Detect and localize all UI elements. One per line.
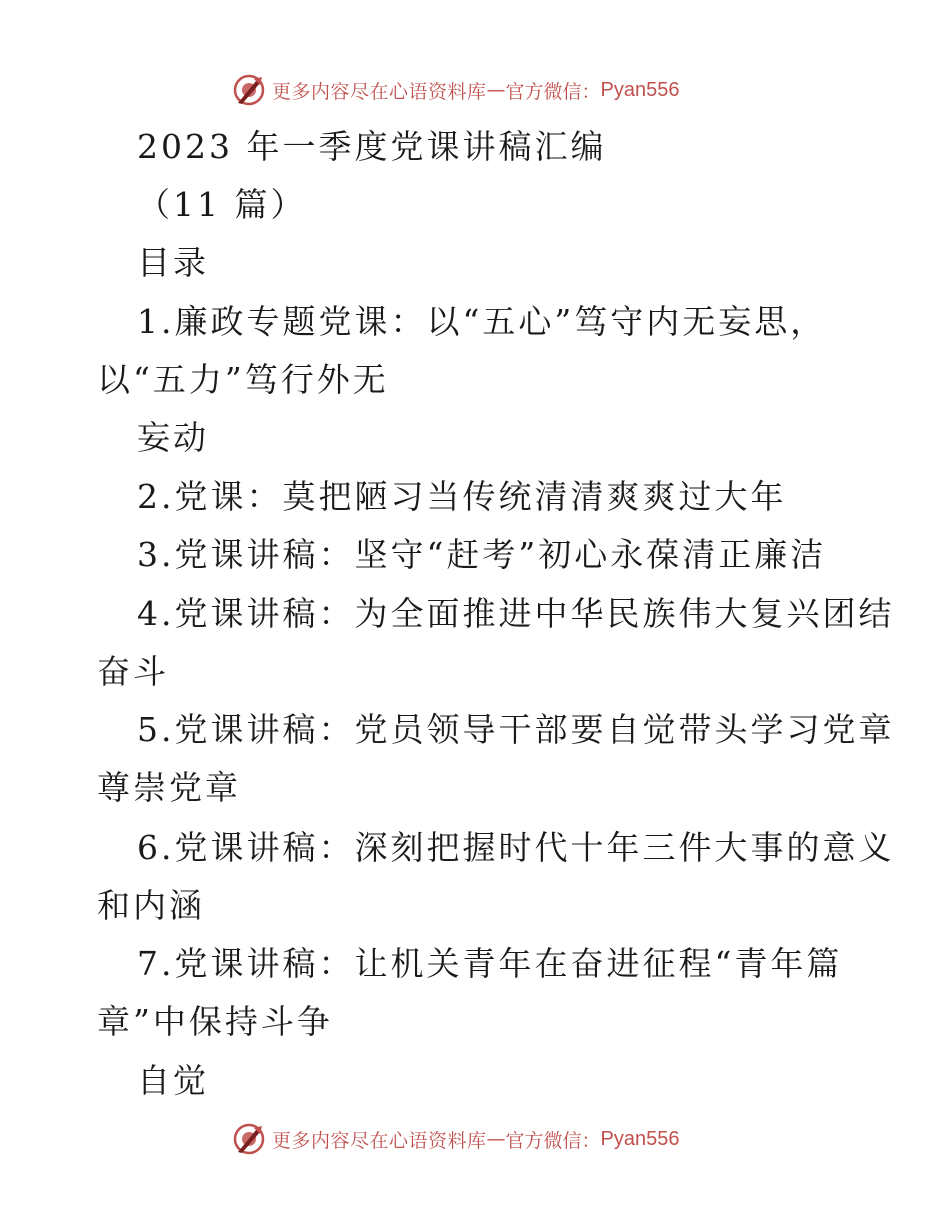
toc-heading: 目录 [137, 243, 209, 282]
toc-entry-3: 3.党课讲稿：坚守“赶考”初心永葆清正廉洁 [137, 535, 827, 574]
watermark-separator: — [486, 1128, 506, 1150]
toc-entry-1-line-3: 妄动 [137, 418, 209, 457]
quill-pen-icon [232, 1122, 266, 1156]
watermark-wechat-id: Pyan556 [600, 78, 680, 101]
watermark-text: 更多内容尽在心语资料库 [272, 80, 487, 103]
quill-pen-icon [232, 73, 266, 107]
watermark-banner-top [232, 72, 680, 108]
toc-entry-7-line-3: 自觉 [137, 1061, 209, 1100]
document-count: （11 篇） [137, 185, 307, 224]
toc-entry-6-line-1: 6.党课讲稿：深刻把握时代十年三件大事的意义 [137, 828, 895, 867]
watermark-banner-bottom [232, 1121, 680, 1157]
toc-entry-4-line-1: 4.党课讲稿：为全面推进中华民族伟大复兴团结 [137, 594, 895, 633]
toc-entry-1-line-2: 以“五力”笃行外无 [97, 360, 389, 399]
toc-entry-4-line-2: 奋斗 [97, 652, 169, 691]
toc-entry-5-line-2: 尊崇党章 [97, 768, 241, 807]
watermark-text: 更多内容尽在心语资料库 [272, 1129, 487, 1152]
watermark-wechat-label: 官方微信： [505, 80, 601, 103]
document-title: 2023 年一季度党课讲稿汇编 [137, 127, 607, 166]
toc-entry-7-line-2: 章”中保持斗争 [97, 1002, 333, 1041]
watermark-wechat-label: 官方微信： [505, 1129, 601, 1152]
toc-entry-5-line-1: 5.党课讲稿：党员领导干部要自觉带头学习党章 [137, 710, 895, 749]
watermark-wechat-id: Pyan556 [600, 1127, 680, 1150]
toc-entry-2: 2.党课：莫把陋习当传统清清爽爽过大年 [137, 477, 787, 516]
toc-entry-1-line-1: 1.廉政专题党课：以“五心”笃守内无妄思， [137, 302, 827, 341]
toc-entry-7-line-1: 7.党课讲稿：让机关青年在奋进征程“青年篇 [137, 944, 843, 983]
toc-entry-6-line-2: 和内涵 [97, 886, 205, 925]
watermark-separator: — [486, 79, 506, 101]
